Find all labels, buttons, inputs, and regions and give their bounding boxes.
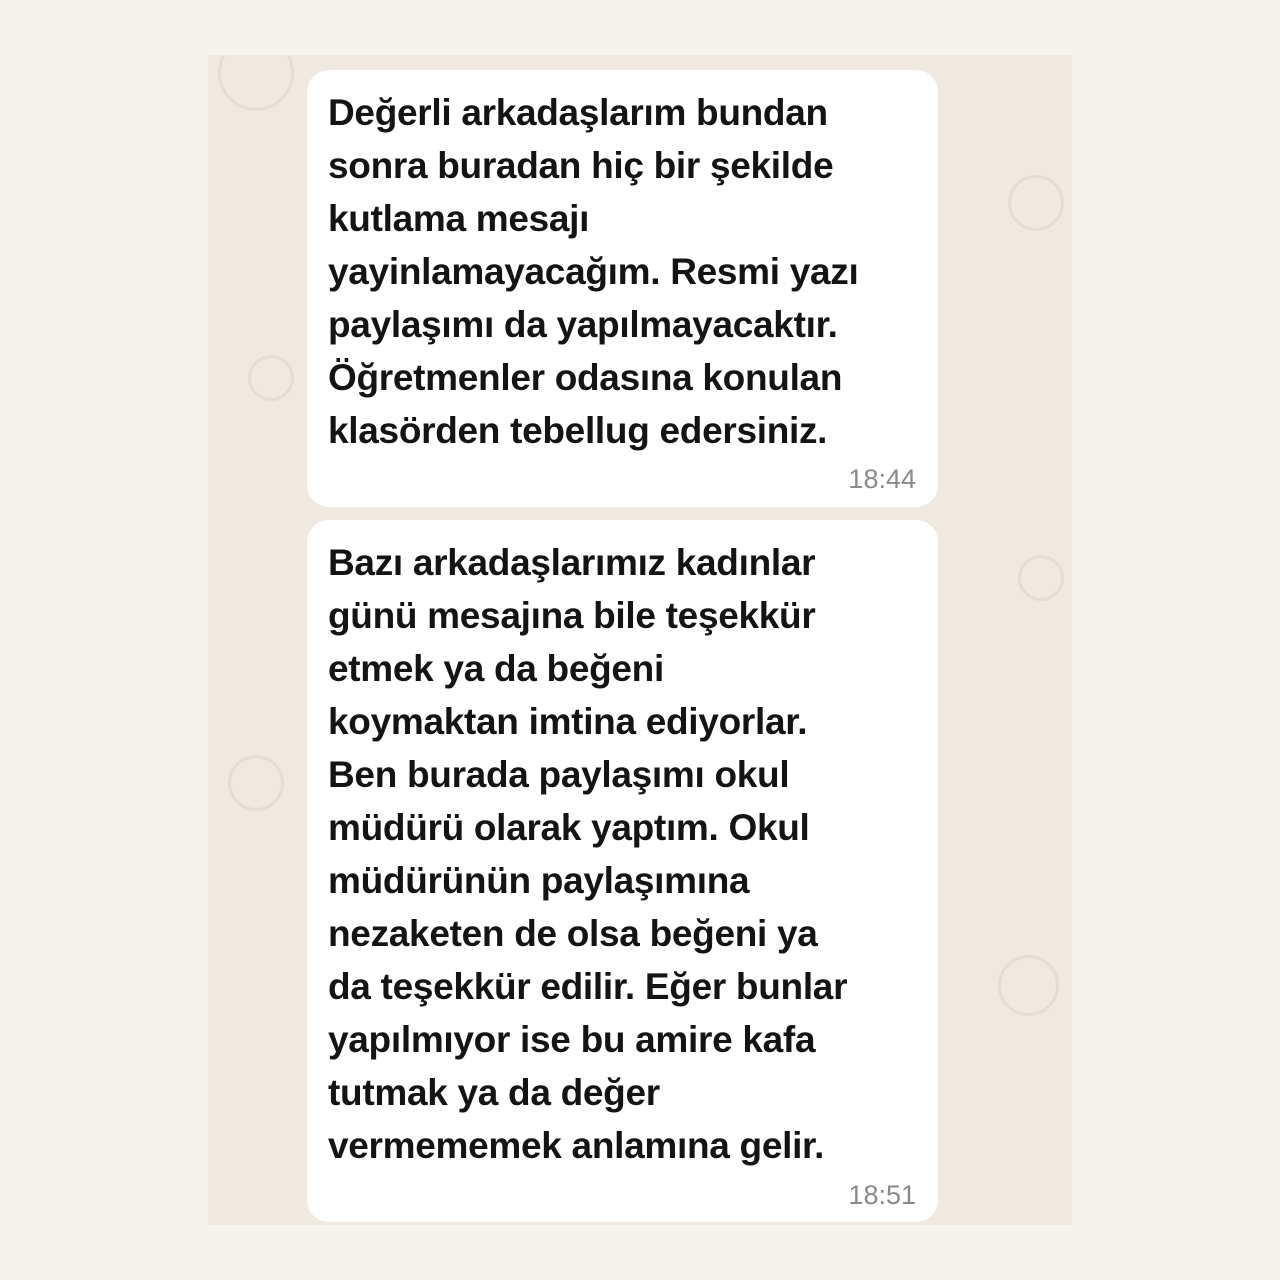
wallpaper-doodle (998, 955, 1059, 1016)
wallpaper-doodle (218, 55, 294, 111)
message-line: etmek ya da beğeni (328, 648, 664, 689)
message-line: günü mesajına bile teşekkür (328, 595, 816, 636)
message-line: yayinlamayacağım. Resmi yazı (328, 251, 859, 292)
message-line: vermememek anlamına gelir. (328, 1125, 825, 1166)
wallpaper-doodle (248, 355, 294, 401)
message-line: Ben burada paylaşımı okul (328, 754, 790, 795)
message-line: paylaşımı da yapılmayacaktır. (328, 304, 838, 345)
wallpaper-doodle (228, 755, 284, 811)
message-line: sonra buradan hiç bir şekilde (328, 145, 834, 186)
message-timestamp: 18:51 (848, 1180, 916, 1210)
message-bubble[interactable] (307, 70, 938, 507)
message-timestamp: 18:44 (848, 464, 916, 494)
message-line: Öğretmenler odasına konulan (328, 357, 843, 398)
message-line: Değerli arkadaşlarım bundan (328, 92, 828, 133)
message-line: klasörden tebellug edersiniz. (328, 410, 828, 451)
wallpaper-doodle (1018, 555, 1064, 601)
message-line: kutlama mesajı (328, 198, 590, 239)
message-line: da teşekkür edilir. Eğer bunlar (328, 966, 848, 1007)
wallpaper-doodle (1008, 175, 1064, 231)
message-line: Bazı arkadaşlarımız kadınlar (328, 542, 816, 583)
message-line: nezaketen de olsa beğeni ya (328, 913, 818, 954)
message-line: koymaktan imtina ediyorlar. (328, 701, 808, 742)
message-line: müdürünün paylaşımına (328, 860, 750, 901)
message-bubble[interactable] (307, 520, 938, 1222)
message-line: tutmak ya da değer (328, 1072, 660, 1113)
message-line: yapılmıyor ise bu amire kafa (328, 1019, 816, 1060)
message-line: müdürü olarak yaptım. Okul (328, 807, 810, 848)
